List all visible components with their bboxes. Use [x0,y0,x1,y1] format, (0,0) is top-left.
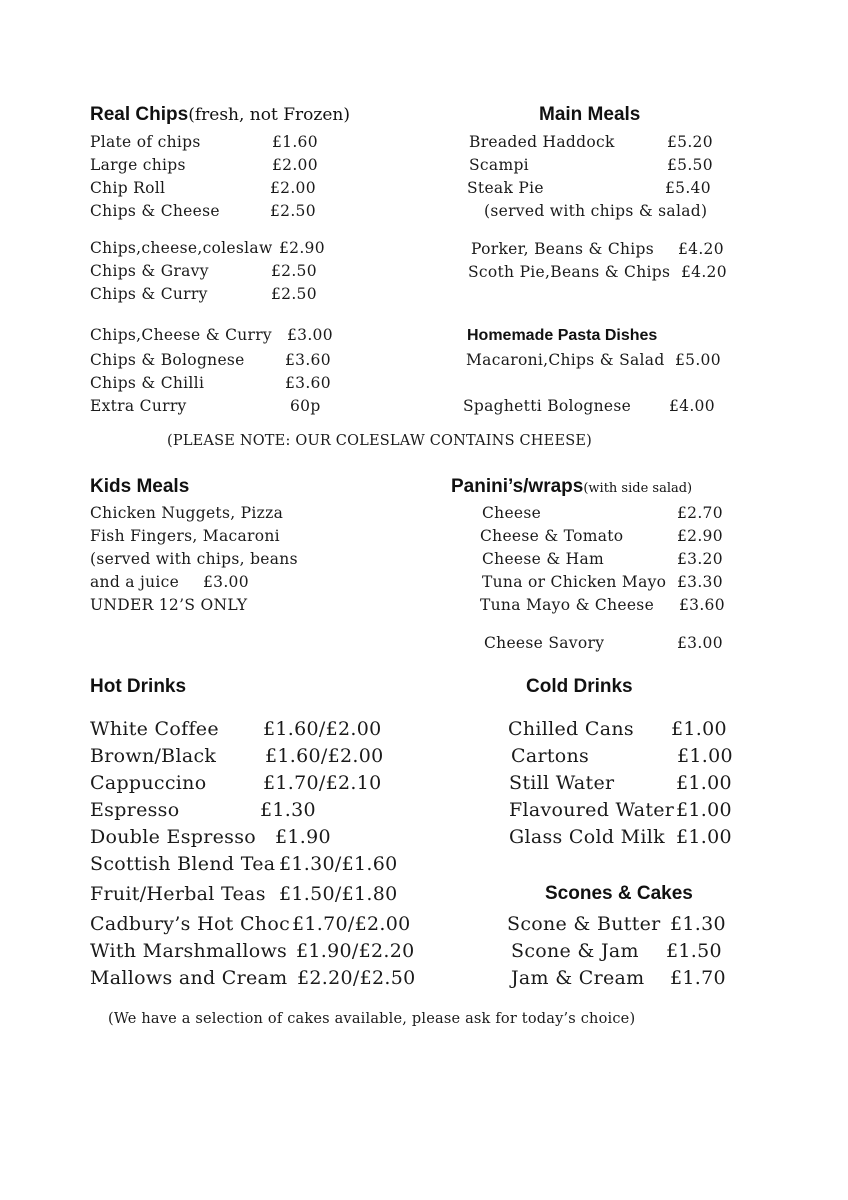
menu-item-price: £1.30/£1.60 [279,853,398,875]
menu-item-price: £2.00 [272,156,318,174]
menu-item-name: Fruit/Herbal Teas [90,883,266,905]
menu-item-price: £1.70 [670,967,726,989]
menu-item-name: Brown/Black [90,745,217,767]
menu-item-price: £3.00 [287,326,333,344]
pasta-title: Homemade Pasta Dishes [467,327,658,344]
menu-item-price: £1.00 [676,826,732,848]
menu-item-price: £1.60/£2.00 [265,745,384,767]
menu-item-price: £5.20 [667,133,713,151]
kids-meals-line: Fish Fingers, Macaroni [90,527,280,545]
menu-item-price: £1.30 [670,913,726,935]
menu-item-name: Cartons [511,745,590,767]
menu-item-name: Chips & Cheese [90,202,220,220]
paninis-heading [451,476,692,498]
kids-meals-price: £3.00 [203,573,249,591]
menu-item-name: Chips & Chilli [90,374,205,392]
menu-item-name: Porker, Beans & Chips [471,240,655,258]
real-chips-subtitle: (fresh, not Frozen) [188,105,350,125]
menu-item-price: £4.20 [681,263,727,281]
menu-item-name: Chilled Cans [508,718,634,740]
menu-item-name: Mallows and Cream [90,967,288,989]
menu-item-price: £1.30 [260,799,316,821]
cakes-note: (We have a selection of cakes available, please ask for today’s choice) [108,1011,636,1027]
menu-item-name: Cheese & Ham [482,550,605,568]
menu-item-name: Cadbury’s Hot Choc [90,913,291,935]
kids-meals-line: and a juice [90,573,180,591]
main-meals-title: Main Meals [539,104,641,125]
menu-item-name: White Coffee [90,718,219,740]
real-chips-heading [90,104,350,126]
menu-item-price: £1.00 [671,718,727,740]
menu-item-price: £5.00 [675,351,721,369]
menu-item-name: Flavoured Water [509,799,675,821]
kids-meals-line: (served with chips, beans [90,550,298,568]
menu-item-name: Scampi [469,156,529,174]
menu-item-name: Breaded Haddock [469,133,615,151]
menu-item-name: Cheese Savory [484,634,605,652]
menu-item-name: With Marshmallows [90,940,288,962]
menu-item-price: £2.50 [271,285,317,303]
menu-item-name: Double Espresso [90,826,256,848]
kids-meals-line: Chicken Nuggets, Pizza [90,504,284,522]
menu-item-name: Spaghetti Bolognese [463,397,632,415]
menu-item-price: £1.50/£1.80 [279,883,398,905]
menu-item-name: Glass Cold Milk [509,826,665,848]
menu-item-price: £1.60/£2.00 [263,718,382,740]
menu-item-price: £3.60 [285,351,331,369]
menu-item-price: £3.60 [285,374,331,392]
menu-item-name: Cappuccino [90,772,207,794]
menu-item-price: £1.90/£2.20 [296,940,415,962]
cold-drinks-title: Cold Drinks [526,676,633,697]
menu-item-price: £4.20 [678,240,724,258]
real-chips-title: Real Chips [90,104,189,125]
menu-item-price: £2.90 [677,527,723,545]
menu-item-name: Still Water [509,772,615,794]
menu-item-name: Chips,cheese,coleslaw [90,239,273,257]
menu-item-price: £1.70/£2.10 [263,772,382,794]
menu-item-price: £2.50 [271,262,317,280]
menu-item-price: £2.20/£2.50 [297,967,416,989]
menu-item-price: £1.70/£2.00 [292,913,411,935]
menu-item-price: £1.00 [677,745,733,767]
menu-item-price: £1.50 [666,940,722,962]
menu-item-name: Chip Roll [90,179,166,197]
menu-item-price: £3.60 [679,596,725,614]
menu-item-name: Steak Pie [467,179,544,197]
menu-item-price: £2.50 [270,202,316,220]
menu-item-price: 60p [290,397,321,415]
menu-item-price: £3.00 [677,634,723,652]
menu-item-name: Large chips [90,156,186,174]
paninis-title: Panini’s/wraps [451,476,584,497]
kids-meals-line: UNDER 12’S ONLY [90,596,248,614]
menu-item-name: Scoth Pie,Beans & Chips [468,263,671,281]
menu-item-name: Cheese & Tomato [480,527,624,545]
menu-item-price: £4.00 [669,397,715,415]
menu-item-name: Jam & Cream [511,967,645,989]
kids-meals-title: Kids Meals [90,476,190,497]
hot-drinks-title: Hot Drinks [90,676,187,697]
menu-item-name: Macaroni,Chips & Salad [466,351,665,369]
scones-title: Scones & Cakes [545,883,693,904]
menu-item-price: £5.40 [665,179,711,197]
menu-item-price: £1.60 [272,133,318,151]
menu-item-price: £3.30 [677,573,723,591]
menu-item-price: £1.00 [676,799,732,821]
menu-item-price: £2.00 [270,179,316,197]
main-meals-note: (served with chips & salad) [484,202,708,220]
menu-item-name: Chips & Gravy [90,262,209,280]
menu-item-price: £2.90 [279,239,325,257]
menu-item-name: Scottish Blend Tea [90,853,276,875]
menu-item-price: £3.20 [677,550,723,568]
menu-item-name: Chips & Bolognese [90,351,245,369]
menu-item-name: Scone & Jam [511,940,639,962]
menu-item-price: £1.90 [275,826,331,848]
menu-item-name: Scone & Butter [507,913,661,935]
menu-item-name: Tuna or Chicken Mayo [482,573,667,591]
menu-item-name: Extra Curry [90,397,187,415]
coleslaw-note: (PLEASE NOTE: OUR COLESLAW CONTAINS CHEESE) [167,433,593,449]
menu-item-name: Plate of chips [90,133,201,151]
menu-item-name: Chips,Cheese & Curry [90,326,272,344]
menu-item-name: Tuna Mayo & Cheese [480,596,655,614]
menu-item-price: £1.00 [676,772,732,794]
menu-item-name: Cheese [482,504,542,522]
menu-item-name: Chips & Curry [90,285,208,303]
paninis-subtitle: (with side salad) [583,481,693,496]
menu-item-name: Espresso [90,799,180,821]
menu-item-price: £2.70 [677,504,723,522]
menu-item-price: £5.50 [667,156,713,174]
